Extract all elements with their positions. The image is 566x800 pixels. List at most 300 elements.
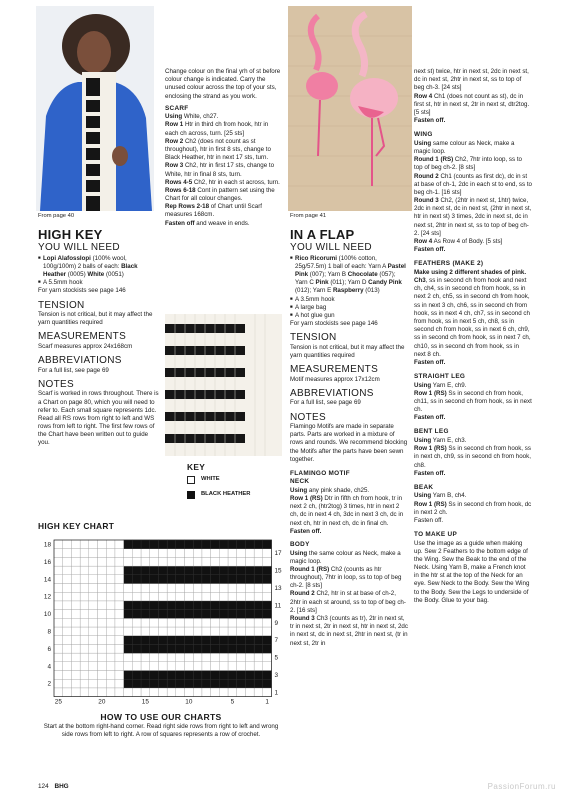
chart-cell xyxy=(80,662,89,671)
instruction-text: Using same colour as Neck, make a magic loop. xyxy=(414,139,515,155)
chart-cell xyxy=(202,540,211,549)
chart-cell xyxy=(115,540,124,549)
pattern-title: HIGH KEY xyxy=(38,227,103,242)
chart-cell xyxy=(237,575,246,584)
chart-cell xyxy=(54,636,63,645)
chart-cell xyxy=(185,618,194,627)
chart-cell xyxy=(63,557,72,566)
chart-cell xyxy=(80,592,89,601)
chart-cell xyxy=(132,636,141,645)
chart-cell xyxy=(254,549,263,558)
chart-cell xyxy=(115,653,124,662)
chart-cell xyxy=(98,566,107,575)
chart-cell xyxy=(185,653,194,662)
chart-cell xyxy=(263,601,272,610)
instruction-text: Round 3 Ch3 (counts as tr), 2tr in next st, tr in next st, 2tr in next st, htr in next st, 2dc in next st, dc in next st, 2htr in next st, (tr in next st, 2tr in xyxy=(290,615,408,647)
chart-cell xyxy=(132,584,141,593)
chart-cell xyxy=(63,688,72,697)
chart-cell xyxy=(124,549,133,558)
chart-cell xyxy=(89,636,98,645)
chart-cell xyxy=(228,679,237,688)
chart-cell xyxy=(115,549,124,558)
chart-cell xyxy=(54,618,63,627)
chart-cell xyxy=(167,566,176,575)
chart-cell xyxy=(80,549,89,558)
chart-cell xyxy=(219,540,228,549)
chart-cell xyxy=(202,653,211,662)
chart-cell xyxy=(106,592,115,601)
chart-tick-label: 15 xyxy=(274,567,282,575)
chart-cell xyxy=(237,644,246,653)
chart-cell xyxy=(193,627,202,636)
chart-cell xyxy=(185,627,194,636)
chart-cell xyxy=(254,566,263,575)
chart-cell xyxy=(176,566,185,575)
chart-cell xyxy=(124,671,133,680)
abbreviations-heading: ABBREVIATIONS xyxy=(290,387,374,399)
chart-cell xyxy=(228,557,237,566)
chart-cell xyxy=(141,540,150,549)
chart-cell xyxy=(202,671,211,680)
chart-cell xyxy=(254,636,263,645)
chart-cell xyxy=(124,662,133,671)
measurements-heading: MEASUREMENTS xyxy=(38,331,127,343)
chart-cell xyxy=(211,557,220,566)
chart-cell xyxy=(124,618,133,627)
chart-cell xyxy=(237,549,246,558)
chart-cell xyxy=(193,540,202,549)
chart-cell xyxy=(124,566,133,575)
chart-cell xyxy=(115,557,124,566)
chart-cell xyxy=(132,566,141,575)
high-key-chart xyxy=(38,534,284,710)
chart-cell xyxy=(158,592,167,601)
chart-cell xyxy=(106,636,115,645)
chart-cell xyxy=(71,644,80,653)
chart-cell xyxy=(98,671,107,680)
instruction-text: Using Yarn E, ch3. xyxy=(414,436,467,444)
chart-cell xyxy=(263,610,272,619)
chart-cell xyxy=(245,540,254,549)
how-to-use-charts-title: HOW TO USE OUR CHARTS xyxy=(100,712,222,722)
chart-tick-label: 6 xyxy=(47,645,51,653)
chart-cell xyxy=(89,584,98,593)
chart-cell xyxy=(254,618,263,627)
chart-tick-label: 10 xyxy=(185,698,193,706)
chart-cell xyxy=(106,540,115,549)
chart-cell xyxy=(245,610,254,619)
chart-tick-label: 14 xyxy=(43,576,51,584)
chart-cell xyxy=(202,601,211,610)
chart-cell xyxy=(63,627,72,636)
chart-cell xyxy=(185,679,194,688)
chart-cell xyxy=(150,540,159,549)
instruction-text: Row 1 (RS) Ss in second ch from hook, ch11, ss in second ch from hook, ss in next ch. xyxy=(414,389,532,414)
chart-cell xyxy=(245,557,254,566)
chart-cell xyxy=(193,618,202,627)
chart-cell xyxy=(132,549,141,558)
instruction-text: Using the same colour as Neck, make a magic loop. xyxy=(290,549,401,565)
you-will-need-heading: YOU WILL NEED xyxy=(290,241,372,253)
feathers-heading: FEATHERS (MAKE 2) xyxy=(414,260,484,268)
chart-cell xyxy=(71,653,80,662)
measurements-text: Scarf measures approx 24x168cm xyxy=(38,342,133,350)
instruction-text: Fasten off. xyxy=(414,516,444,524)
chart-cell xyxy=(219,671,228,680)
chart-cell xyxy=(98,592,107,601)
chart-cell xyxy=(132,540,141,549)
chart-cell xyxy=(176,671,185,680)
chart-cell xyxy=(150,592,159,601)
chart-cell xyxy=(158,636,167,645)
key-white: WHITE xyxy=(187,476,287,484)
chart-cell xyxy=(228,566,237,575)
chart-cell xyxy=(185,566,194,575)
chart-cell xyxy=(193,575,202,584)
body-heading: BODY xyxy=(290,541,310,549)
chart-cell xyxy=(237,592,246,601)
chart-cell xyxy=(141,671,150,680)
chart-cell xyxy=(63,644,72,653)
instruction-text: Round 2 Ch1 (counts as first dc), dc in st at base of ch-1, 2dc in each st to end, ss to beg ch-1. [16 sts] xyxy=(414,172,532,196)
chart-cell xyxy=(237,671,246,680)
chart-cell xyxy=(202,627,211,636)
chart-cell xyxy=(132,679,141,688)
chart-cell xyxy=(63,584,72,593)
instruction-text: Round 1 (RS) Ch2, 7htr into loop, ss to top of beg ch-2. [8 sts] xyxy=(414,156,522,172)
chart-cell xyxy=(245,653,254,662)
instruction-text: Rows 6-18 Cont in pattern set using the Chart for all colour changes. xyxy=(165,186,275,203)
instruction-text: Round 1 (RS) Ch2 (counts as htr throughout), 7htr in loop, ss to top of beg ch-2. [8 sts] xyxy=(290,565,402,590)
chart-tick-label: 25 xyxy=(54,698,62,706)
chart-cell xyxy=(132,610,141,619)
chart-cell xyxy=(150,688,159,697)
chart-cell xyxy=(80,557,89,566)
chart-cell xyxy=(106,566,115,575)
intro-text: Change colour on the final yrh of st before colour change is indicated. Carry the unused colour across the top of your sts, enclosing the strand as you work. xyxy=(165,68,281,100)
chart-cell xyxy=(211,627,220,636)
chart-cell xyxy=(63,662,72,671)
chart-cell xyxy=(98,549,107,558)
chart-cell xyxy=(185,557,194,566)
chart-cell xyxy=(219,653,228,662)
chart-cell xyxy=(54,584,63,593)
instruction-text: ■ Lopi Alafosslopi (100% wool, 100g/100m) 2 balls of each: Black Heather (0005) White (0051) xyxy=(38,255,160,280)
chart-cell xyxy=(202,644,211,653)
chart-cell xyxy=(54,679,63,688)
chart-cell xyxy=(193,671,202,680)
chart-cell xyxy=(211,644,220,653)
chart-cell xyxy=(263,566,272,575)
chart-cell xyxy=(193,557,202,566)
chart-cell xyxy=(54,671,63,680)
chart-cell xyxy=(54,644,63,653)
chart-cell xyxy=(141,636,150,645)
chart-cell xyxy=(80,540,89,549)
chart-cell xyxy=(237,566,246,575)
instruction-text: Using any pink shade, ch25. xyxy=(290,486,370,494)
chart-cell xyxy=(219,662,228,671)
chart-cell xyxy=(176,584,185,593)
notes-text: Flamingo Motifs are made in separate parts. Parts are worked in a mixture of rows and rounds. We recommend blocking the Motifs after the parts have been sewn together. xyxy=(290,423,408,463)
chart-cell xyxy=(263,688,272,697)
chart-cell xyxy=(158,610,167,619)
instruction-text: Make using 2 different shades of pink. xyxy=(414,268,527,276)
chart-cell xyxy=(228,671,237,680)
chart-cell xyxy=(63,636,72,645)
chart-cell xyxy=(193,679,202,688)
chart-cell xyxy=(245,662,254,671)
chart-tick-label: 8 xyxy=(47,628,51,636)
chart-cell xyxy=(219,679,228,688)
chart-cell xyxy=(71,575,80,584)
chart-cell xyxy=(141,575,150,584)
chart-cell xyxy=(219,566,228,575)
chart-cell xyxy=(141,592,150,601)
chart-cell xyxy=(89,688,98,697)
chart-cell xyxy=(202,636,211,645)
chart-cell xyxy=(106,549,115,558)
chart-cell xyxy=(132,592,141,601)
chart-cell xyxy=(132,653,141,662)
chart-cell xyxy=(176,601,185,610)
chart-cell xyxy=(141,557,150,566)
chart-cell xyxy=(141,610,150,619)
chart-cell xyxy=(193,688,202,697)
chart-cell xyxy=(132,618,141,627)
chart-cell xyxy=(150,575,159,584)
bent-leg-heading: BENT LEG xyxy=(414,428,449,436)
instruction-text: Round 3 Ch2, (2htr in next st, 1htr) twice, 2dc in next st, dc in next st, (2htr in next st, htr in next st) 3 times, 2dc in next st, dc in next st, 2htr in next st, ss to top of beg ch-2. [24 sts] xyxy=(414,197,532,237)
notes-text: Scarf is worked in rows throughout. There is a Chart on page 80, which you will need to refer to. Each small square represents 1dc. Read all RS rows from right to left and WS rows from left to right. The first few rows of the Chart have been written out to guide you. xyxy=(38,390,159,447)
chart-cell xyxy=(63,610,72,619)
chart-cell xyxy=(185,671,194,680)
chart-cell xyxy=(211,653,220,662)
chart-cell xyxy=(141,618,150,627)
chart-grid xyxy=(38,534,284,710)
scarf-heading: SCARF xyxy=(165,104,189,112)
chart-cell xyxy=(202,557,211,566)
chart-cell xyxy=(167,653,176,662)
chart-cell xyxy=(132,575,141,584)
chart-cell xyxy=(150,679,159,688)
chart-cell xyxy=(141,653,150,662)
chart-cell xyxy=(141,679,150,688)
watermark: PassionForum.ru xyxy=(487,782,556,791)
chart-cell xyxy=(228,627,237,636)
chart-cell xyxy=(185,636,194,645)
chart-cell xyxy=(193,601,202,610)
chart-cell xyxy=(263,644,272,653)
chart-cell xyxy=(63,653,72,662)
chart-cell xyxy=(124,610,133,619)
pattern-title: IN A FLAP xyxy=(290,227,355,242)
chart-cell xyxy=(106,584,115,593)
chart-cell xyxy=(219,688,228,697)
yarn-note: For yarn stockists see page 146 xyxy=(290,320,378,328)
chart-cell xyxy=(89,540,98,549)
chart-cell xyxy=(245,601,254,610)
chart-cell xyxy=(89,610,98,619)
chart-cell xyxy=(193,644,202,653)
chart-cell xyxy=(219,618,228,627)
chart-cell xyxy=(63,540,72,549)
chart-cell xyxy=(71,679,80,688)
chart-title: HIGH KEY CHART xyxy=(38,521,115,531)
chart-cell xyxy=(167,575,176,584)
chart-cell xyxy=(115,644,124,653)
chart-cell xyxy=(115,610,124,619)
chart-cell xyxy=(176,618,185,627)
chart-cell xyxy=(106,627,115,636)
chart-cell xyxy=(219,584,228,593)
in-a-flap-column xyxy=(290,228,408,648)
chart-cell xyxy=(54,653,63,662)
chart-cell xyxy=(158,601,167,610)
chart-cell xyxy=(211,601,220,610)
chart-cell xyxy=(98,540,107,549)
chart-cell xyxy=(245,636,254,645)
chart-tick-label: 5 xyxy=(274,654,279,662)
chart-cell xyxy=(211,566,220,575)
instruction-text: Row 1 (RS) Ss in second ch from hook, ss in next ch, ch9, ss in second ch from hook, ch8. xyxy=(414,445,531,469)
chart-cell xyxy=(254,662,263,671)
chart-cell xyxy=(202,592,211,601)
chart-cell xyxy=(167,584,176,593)
chart-cell xyxy=(176,549,185,558)
chart-cell xyxy=(228,644,237,653)
chart-cell xyxy=(80,584,89,593)
chart-cell xyxy=(150,584,159,593)
scarf-model-photo xyxy=(36,6,154,211)
chart-cell xyxy=(158,575,167,584)
chart-cell xyxy=(80,610,89,619)
chart-cell xyxy=(185,644,194,653)
chart-cell xyxy=(245,592,254,601)
chart-cell xyxy=(158,688,167,697)
chart-cell xyxy=(176,688,185,697)
scarf-instructions-column xyxy=(165,68,283,228)
chart-cell xyxy=(132,688,141,697)
chart-cell xyxy=(98,610,107,619)
instruction-text: Row 4 Ch1 (does not count as st), dc in first st, htr in next st, 2tr in next st, dtr2tog. [5 sts] xyxy=(414,92,530,116)
chart-cell xyxy=(237,627,246,636)
abbreviations-heading: ABBREVIATIONS xyxy=(38,355,122,367)
instruction-text: Row 4 As Row 4 of Body. [5 sts] xyxy=(414,238,503,246)
chart-cell xyxy=(89,627,98,636)
chart-cell xyxy=(89,679,98,688)
instruction-text: ■ A hot glue gun xyxy=(290,312,408,320)
chart-cell xyxy=(263,636,272,645)
chart-cell xyxy=(219,549,228,558)
page-footer xyxy=(38,783,69,791)
chart-cell xyxy=(254,671,263,680)
chart-cell xyxy=(176,653,185,662)
chart-cell xyxy=(263,592,272,601)
chart-cell xyxy=(211,592,220,601)
chart-cell xyxy=(237,688,246,697)
chart-tick-label: 15 xyxy=(141,698,149,706)
chart-cell xyxy=(80,575,89,584)
black-swatch-icon xyxy=(187,491,195,499)
instruction-text: Row 3 Ch2, htr in first 17 sts, change to White, htr in final 8 sts, turn. xyxy=(165,162,275,178)
instruction-text: Row 2 Ch2 (does not count as st throughout), htr in first 8 sts, change to Black Heather, htr in next 17 sts, turn. xyxy=(165,137,271,162)
chart-cell xyxy=(71,601,80,610)
chart-cell xyxy=(106,601,115,610)
scarf-closeup-photo xyxy=(165,314,282,456)
chart-cell xyxy=(228,592,237,601)
chart-cell xyxy=(106,679,115,688)
chart-cell xyxy=(237,610,246,619)
chart-cell xyxy=(219,601,228,610)
chart-cell xyxy=(228,688,237,697)
key-heading: KEY xyxy=(187,462,206,472)
chart-cell xyxy=(98,679,107,688)
chart-cell xyxy=(193,549,202,558)
chart-cell xyxy=(167,636,176,645)
chart-cell xyxy=(158,662,167,671)
chart-cell xyxy=(98,662,107,671)
chart-cell xyxy=(202,662,211,671)
chart-tick-label: 7 xyxy=(274,637,279,645)
chart-cell xyxy=(211,549,220,558)
instruction-text: Row 1 Htr in third ch from hook, htr in each ch across, turn. [25 sts] xyxy=(165,121,269,137)
chart-cell xyxy=(132,627,141,636)
chart-cell xyxy=(158,671,167,680)
chart-cell xyxy=(202,549,211,558)
materials-list xyxy=(38,255,160,288)
chart-cell xyxy=(263,584,272,593)
chart-cell xyxy=(124,627,133,636)
chart-cell xyxy=(80,566,89,575)
chart-cell xyxy=(202,584,211,593)
chart-cell xyxy=(115,566,124,575)
chart-cell xyxy=(202,618,211,627)
chart-cell xyxy=(263,557,272,566)
chart-cell xyxy=(71,566,80,575)
tension-text: Tension is not critical, but it may affect the yarn quantities required xyxy=(290,343,405,360)
chart-cell xyxy=(193,636,202,645)
abbreviations-text: For a full list, see page 69 xyxy=(290,399,361,407)
chart-cell xyxy=(254,610,263,619)
chart-cell xyxy=(167,679,176,688)
instruction-text: Rows 4-5 Ch2, htr in each st across, turn. xyxy=(165,178,280,186)
chart-cell xyxy=(211,540,220,549)
chart-cell xyxy=(237,601,246,610)
chart-tick-label: 16 xyxy=(43,558,51,566)
chart-cell xyxy=(150,662,159,671)
chart-cell xyxy=(98,644,107,653)
high-key-column xyxy=(38,228,160,448)
chart-cell xyxy=(219,636,228,645)
chart-cell xyxy=(219,627,228,636)
chart-cell xyxy=(98,636,107,645)
chart-cell xyxy=(228,575,237,584)
chart-tick-label: 18 xyxy=(43,541,51,549)
chart-cell xyxy=(124,644,133,653)
chart-cell xyxy=(254,653,263,662)
chart-cell xyxy=(71,549,80,558)
chart-cell xyxy=(211,662,220,671)
chart-cell xyxy=(263,679,272,688)
chart-cell xyxy=(89,601,98,610)
chart-cell xyxy=(115,627,124,636)
chart-cell xyxy=(89,662,98,671)
chart-cell xyxy=(71,540,80,549)
chart-cell xyxy=(89,618,98,627)
chart-cell xyxy=(150,601,159,610)
chart-cell xyxy=(150,671,159,680)
